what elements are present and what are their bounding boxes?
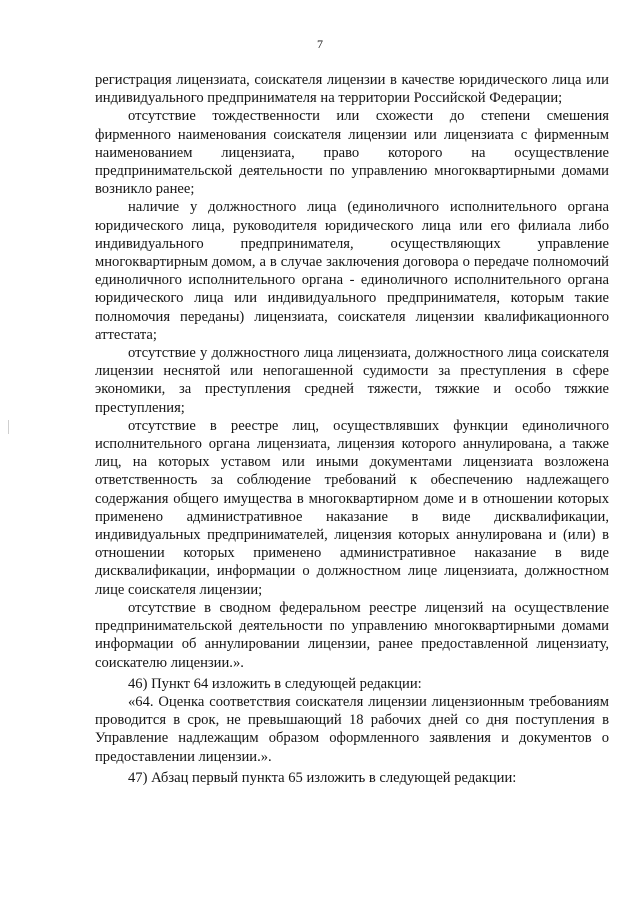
- paragraph-no-criminal-record: отсутствие у должностного лица лицензиата, должностного лица соискателя лицензии неснятой или непогашенной судимости за преступления в сфере экономики, за преступления средней тяжести, тяжкие и особо тяжкие преступления;: [95, 345, 609, 416]
- paragraph-qualification-certificate: наличие у должностного лица (единоличного исполнительного органа юридического лица, руководителя юридического лица или его филиала либо индивидуального предпринимателя, осуществляющих управление многоквартирным домом, а в случае заключения договора о передаче полномочий единоличного исполнительного органа - единоличного исполнительного органа юридического лица или индивидуального предпринимателя, которым такие полномочия переданы) лицензиата, соискателя лицензии квалификационного аттестата;: [95, 199, 609, 343]
- paragraph-point-64: «64. Оценка соответствия соискателя лицензии лицензионным требованиям проводится в срок, не превышающий 18 рабочих дней со дня поступления в Управление надлежащим образом оформленного заявления и документов о предоставлении лицензии.».: [95, 693, 609, 765]
- paragraph-disqualification-registry: отсутствие в реестре лиц, осуществлявших функции единоличного исполнительного органа лицензиата, лицензия которого аннулирована, а также лиц, на которых уставом или иными документами лицензиата возложена ответственность за соблюдение требований к обеспечению надлежащего содержания общего имущества в многоквартирном доме и в отношении которых применено административное наказание в виде дисквалификации, индивидуальных предпринимателей, лицензия которых аннулирована и (или) в отношении которых применено административное наказание в виде дисквалификации, информации о должностном лице лицензиата, должностном лице соискателя лицензии;: [95, 417, 609, 598]
- paragraph-item-46: 46) Пункт 64 изложить в следующей редакции:: [128, 675, 422, 692]
- paragraph-firm-name: отсутствие тождественности или схожести до степени смешения фирменного наименования соискателя лицензии или лицензиата с фирменным наименованием лицензиата, право которого на осуществление предпринимательской деятельности по управлению многоквартирными домами возникло ранее;: [95, 108, 609, 198]
- page-number: 7: [317, 37, 323, 51]
- paragraph-license-registry: отсутствие в сводном федеральном реестре лицензий на осуществление предпринимательской деятельности по управлению многоквартирными домами информации об аннулировании лицензии, ранее предоставленной лицензиату, соискателю лицензии.».: [95, 599, 609, 671]
- paragraph-registration: регистрация лицензиата, соискателя лицензии в качестве юридического лица или индивидуального предпринимателя на территории Российской Федерации;: [95, 72, 609, 107]
- paragraph-item-47: 47) Абзац первый пункта 65 изложить в следующей редакции:: [128, 769, 517, 786]
- margin-mark: [8, 420, 9, 434]
- document-body: [95, 71, 609, 787]
